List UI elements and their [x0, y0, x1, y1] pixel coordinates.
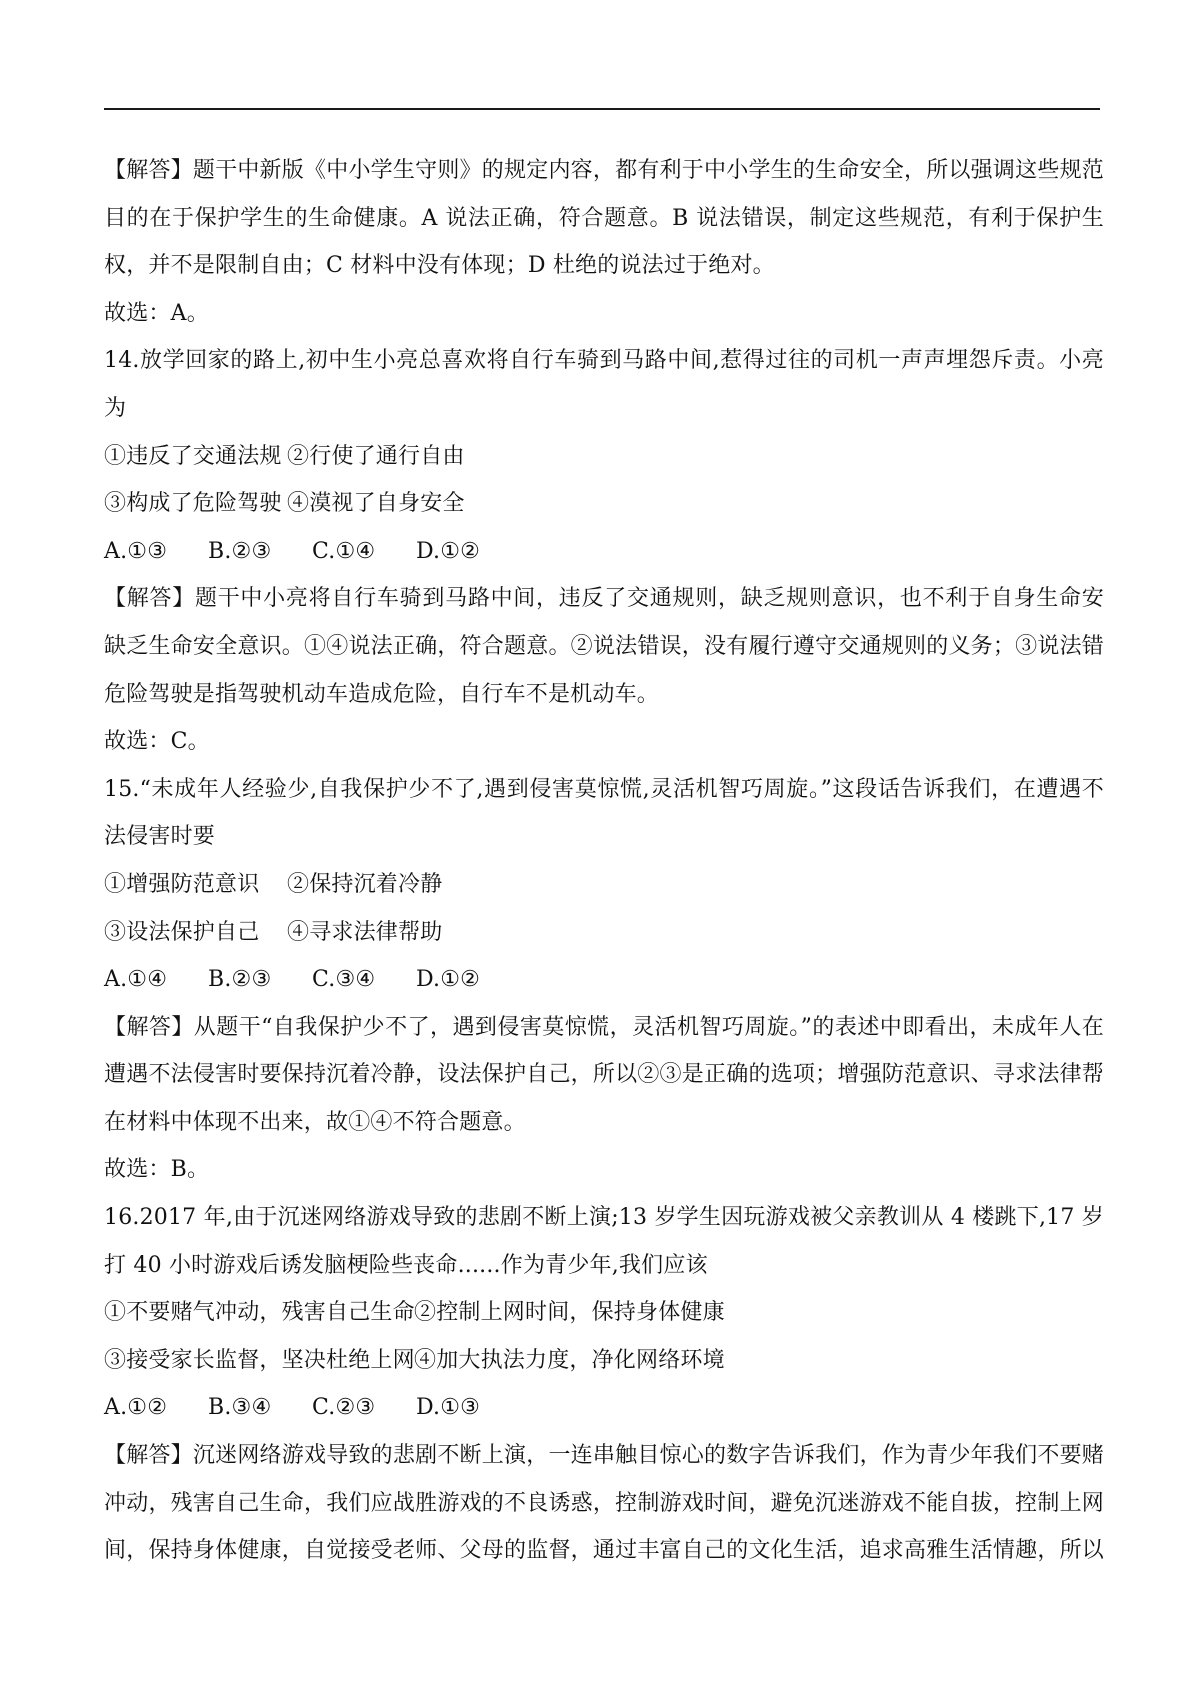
statement-option: ①违反了交通法规 [104, 443, 282, 469]
statement-option: ②控制上网时间，保持身体健康 [414, 1300, 725, 1326]
text-line: 缺乏生命安全意识。①④说法正确，符合题意。②说法错误，没有履行遵守交通规则的义务；③说法错 [104, 633, 1104, 659]
text-line: 在材料中体现不出来，故①④不符合题意。 [104, 1109, 526, 1135]
statement-option: ③设法保护自己 [104, 919, 260, 945]
answer-choice: C.②③ [312, 1395, 376, 1421]
text-line: 法侵害时要 [104, 824, 216, 850]
text-line: 14.放学回家的路上,初中生小亮总喜欢将自行车骑到马路中间,惹得过往的司机一声声埋怨斥责。小亮 [104, 348, 1104, 374]
text-line: 为 [104, 395, 127, 421]
header-rule [104, 108, 1100, 110]
text-line: 权，并不是限制自由；C 材料中没有体现；D 杜绝的说法过于绝对。 [104, 253, 775, 279]
statement-option: ②行使了通行自由 [287, 443, 465, 469]
text-line: 【解答】沉迷网络游戏导致的悲剧不断上演，一连串触目惊心的数字告诉我们，作为青少年我们不要赌 [104, 1443, 1104, 1469]
statement-option: ②保持沉着冷静 [287, 871, 443, 897]
statement-option: ④加大执法力度，净化网络环境 [414, 1347, 725, 1373]
text-line: 危险驾驶是指驾驶机动车造成危险，自行车不是机动车。 [104, 681, 660, 707]
document-body [104, 147, 1104, 1575]
answer-choice: D.①③ [416, 1395, 481, 1421]
statement-option: ③构成了危险驾驶 [104, 491, 282, 517]
answer-choice: A.①② [104, 1395, 168, 1421]
text-line: 遭遇不法侵害时要保持沉着冷静，设法保护自己，所以②③是正确的选项；增强防范意识、寻求法律帮 [104, 1062, 1104, 1088]
text-line: 故选：B。 [104, 1157, 210, 1183]
text-line: 故选：C。 [104, 729, 210, 755]
text-line: 15.“未成年人经验少,自我保护少不了,遇到侵害莫惊慌,灵活机智巧周旋。”这段话告诉我们，在遭遇不 [104, 776, 1104, 802]
text-line: 【解答】从题干“自我保护少不了，遇到侵害莫惊慌，灵活机智巧周旋。”的表述中即看出，未成年人在 [104, 1014, 1104, 1040]
text-line: 间，保持身体健康，自觉接受老师、父母的监督，通过丰富自己的文化生活，追求高雅生活情趣，所以 [104, 1538, 1104, 1564]
answer-choice: A.①④ [104, 967, 168, 993]
statement-option: ④寻求法律帮助 [287, 919, 443, 945]
text-line: 16.2017 年,由于沉迷网络游戏导致的悲剧不断上演;13 岁学生因玩游戏被父亲教训从 4 楼跳下,17 岁 [104, 1205, 1104, 1231]
text-line: 【解答】题干中小亮将自行车骑到马路中间，违反了交通规则，缺乏规则意识，也不利于自身生命安 [104, 586, 1104, 612]
statement-option: ①不要赌气冲动，残害自己生命 [104, 1300, 415, 1326]
answer-choice: D.①② [416, 967, 481, 993]
answer-choices-row [104, 1384, 1104, 1432]
answer-choice: B.②③ [208, 967, 272, 993]
statement-options-row [104, 480, 1104, 528]
statement-options-row [104, 861, 1104, 909]
text-line: 故选：A。 [104, 300, 209, 326]
statement-options-row [104, 1337, 1104, 1385]
answer-choice: A.①③ [104, 538, 168, 564]
answer-choice: B.③④ [208, 1395, 272, 1421]
statement-option: ①增强防范意识 [104, 871, 260, 897]
answer-choice: D.①② [416, 538, 481, 564]
answer-choice: C.①④ [312, 538, 376, 564]
text-line: 冲动，残害自己生命，我们应战胜游戏的不良诱惑，控制游戏时间，避免沉迷游戏不能自拔，控制上网 [104, 1490, 1104, 1516]
statement-options-row [104, 433, 1104, 481]
statement-options-row [104, 909, 1104, 957]
answer-choice: B.②③ [208, 538, 272, 564]
statement-option: ④漠视了自身安全 [287, 491, 465, 517]
answer-choices-row [104, 956, 1104, 1004]
answer-choices-row [104, 528, 1104, 576]
text-line: 打 40 小时游戏后诱发脑梗险些丧命......作为青少年,我们应该 [104, 1252, 708, 1278]
statement-options-row [104, 1289, 1104, 1337]
answer-choice: C.③④ [312, 967, 376, 993]
text-line: 目的在于保护学生的生命健康。A 说法正确，符合题意。B 说法错误，制定这些规范，有利于保护生 [104, 205, 1104, 231]
text-line: 【解答】题干中新版《中小学生守则》的规定内容，都有利于中小学生的生命安全，所以强调这些规范 [104, 158, 1104, 183]
statement-option: ③接受家长监督，坚决杜绝上网 [104, 1347, 415, 1373]
